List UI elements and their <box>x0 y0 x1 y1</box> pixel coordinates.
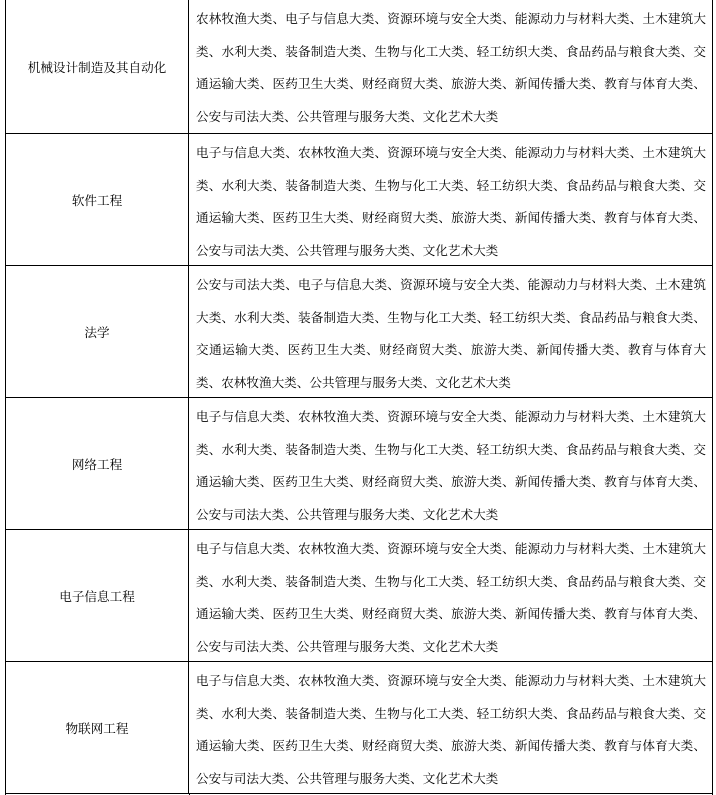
major-name-cell: 软件工程 <box>6 134 189 265</box>
table-row <box>6 0 712 134</box>
major-category-table <box>5 0 713 794</box>
major-name-cell: 机械设计制造及其自动化 <box>6 0 189 133</box>
category-list-cell: 电子与信息大类、农林牧渔大类、资源环境与安全大类、能源动力与材料大类、土木建筑大类、水利大类、装备制造大类、生物与化工大类、轻工纺织大类、食品药品与粮食大类、交通运输大类、医药卫生大类、财经商贸大类、旅游大类、新闻传播大类、教育与体育大类、公安与司法大类、公共管理与服务大类、文化艺术大类 <box>196 673 706 786</box>
major-name-cell: 物联网工程 <box>6 662 189 793</box>
category-list-cell: 电子与信息大类、农林牧渔大类、资源环境与安全大类、能源动力与材料大类、土木建筑大类、水利大类、装备制造大类、生物与化工大类、轻工纺织大类、食品药品与粮食大类、交通运输大类、医药卫生大类、财经商贸大类、旅游大类、新闻传播大类、教育与体育大类、公安与司法大类、公共管理与服务大类、文化艺术大类 <box>196 541 706 654</box>
category-list-cell: 电子与信息大类、农林牧渔大类、资源环境与安全大类、能源动力与材料大类、土木建筑大类、水利大类、装备制造大类、生物与化工大类、轻工纺织大类、食品药品与粮食大类、交通运输大类、医药卫生大类、财经商贸大类、旅游大类、新闻传播大类、教育与体育大类、公安与司法大类、公共管理与服务大类、文化艺术大类 <box>196 409 706 522</box>
category-list-cell: 电子与信息大类、农林牧渔大类、资源环境与安全大类、能源动力与材料大类、土木建筑大类、水利大类、装备制造大类、生物与化工大类、轻工纺织大类、食品药品与粮食大类、交通运输大类、医药卫生大类、财经商贸大类、旅游大类、新闻传播大类、教育与体育大类、公安与司法大类、公共管理与服务大类、文化艺术大类 <box>196 145 706 258</box>
major-name-cell: 法学 <box>6 266 189 397</box>
major-name-cell: 电子信息工程 <box>6 530 189 661</box>
category-list-cell: 农林牧渔大类、电子与信息大类、资源环境与安全大类、能源动力与材料大类、土木建筑大类、水利大类、装备制造大类、生物与化工大类、轻工纺织大类、食品药品与粮食大类、交通运输大类、医药卫生大类、财经商贸大类、旅游大类、新闻传播大类、教育与体育大类、公安与司法大类、公共管理与服务大类、文化艺术大类 <box>196 11 706 124</box>
table-row <box>6 266 712 398</box>
table-row <box>6 398 712 530</box>
major-name-cell: 网络工程 <box>6 398 189 529</box>
category-list-cell: 公安与司法大类、电子与信息大类、资源环境与安全大类、能源动力与材料大类、土木建筑大类、水利大类、装备制造大类、生物与化工大类、轻工纺织大类、食品药品与粮食大类、交通运输大类、医药卫生大类、财经商贸大类、旅游大类、新闻传播大类、教育与体育大类、农林牧渔大类、公共管理与服务大类、文化艺术大类 <box>196 277 706 390</box>
table-row <box>6 662 712 794</box>
table-row <box>6 134 712 266</box>
table-row <box>6 530 712 662</box>
